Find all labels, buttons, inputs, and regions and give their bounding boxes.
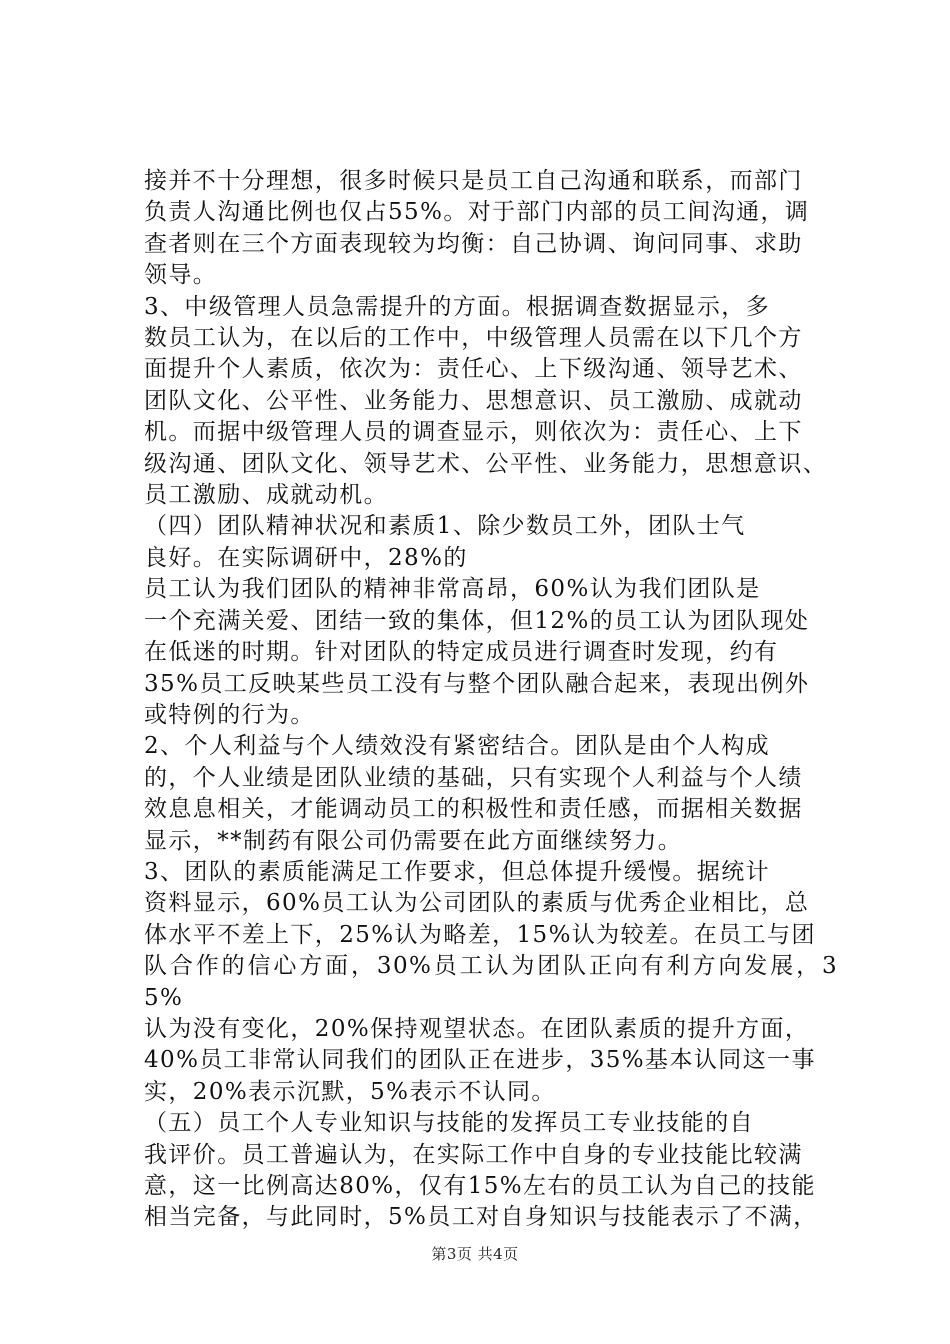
paragraph-communication: 接并不十分理想，很多时候只是员工自己沟通和联系，而部门 负责人沟通比例也仅占55%。对于部门内部的员工间沟通，调 查者则在三个方面表现较为均衡：自己协调、询问同事、求助 领导。 <box>144 168 810 289</box>
paragraph-individual-performance: 2、个人利益与个人绩效没有紧密结合。团队是由个人构成 的，个人业绩是团队业绩的基础，只有实现个人利益与个人绩 效息息相关，才能调动员工的积极性和责任感，而据相关数据 显示，**制药有限公司仍需要在此方面继续努力。 <box>144 733 803 854</box>
paragraph-team-spirit-details: 员工认为我们团队的精神非常高昂，60%认为我们团队是 一个充满关爱、团结一致的集体，但12%的员工认为团队现处 在低迷的时期。针对团队的特定成员进行调查时发现，约有 35%员工反映某些员工没有与整个团队融合起来，表现出例外 或特例的行为。 <box>144 576 810 728</box>
page-footer <box>0 1243 950 1264</box>
paragraph-team-spirit-heading: （四）团队精神状况和素质1、除少数员工外，团队士气 良好。在实际调研中，28%的 <box>144 513 746 571</box>
paragraph-middle-management: 3、中级管理人员急需提升的方面。根据调查数据显示，多 数员工认为，在以后的工作中，中级管理人员需在以下几个方 面提升个人素质，依次为：责任心、上下级沟通、领导艺术、 团队文化、公平性、业务能力、思想意识、员工激励、成就动 机。而据中级管理人员的调查显示，则依次为：责任心、上下 级沟通、团队文化、领导艺术、公平性、业务能力，思想意识、 员工激励、成就动机。 <box>144 293 828 509</box>
paragraph-team-quality: 3、团队的素质能满足工作要求，但总体提升缓慢。据统计 资料显示，60%员工认为公司团队的素质与优秀企业相比，总 体水平不差上下，25%认为略差，15%认为较差。在员工与团 队合作的信心方面，30%员工认为团队正向有利方向发展，35% 认为没有变化，20%保持观望状态。在团队素质的提升方面， 40%员工非常认同我们的团队正在进步，35%基本认同这一事 实，20%表示沉默，5%表示不认同。 <box>144 858 838 1105</box>
document-body <box>144 166 838 1234</box>
paragraph-professional-skills: （五）员工个人专业知识与技能的发挥员工专业技能的自 我评价。员工普遍认为，在实际工作中自身的专业技能比较满 意，这一比例高达80%，仅有15%左右的员工认为自己的技能 相当完备，与此同时，5%员工对自身知识与技能表示了不满， <box>144 1110 818 1231</box>
page-number-label: 第3页 共4页 <box>431 1245 519 1263</box>
